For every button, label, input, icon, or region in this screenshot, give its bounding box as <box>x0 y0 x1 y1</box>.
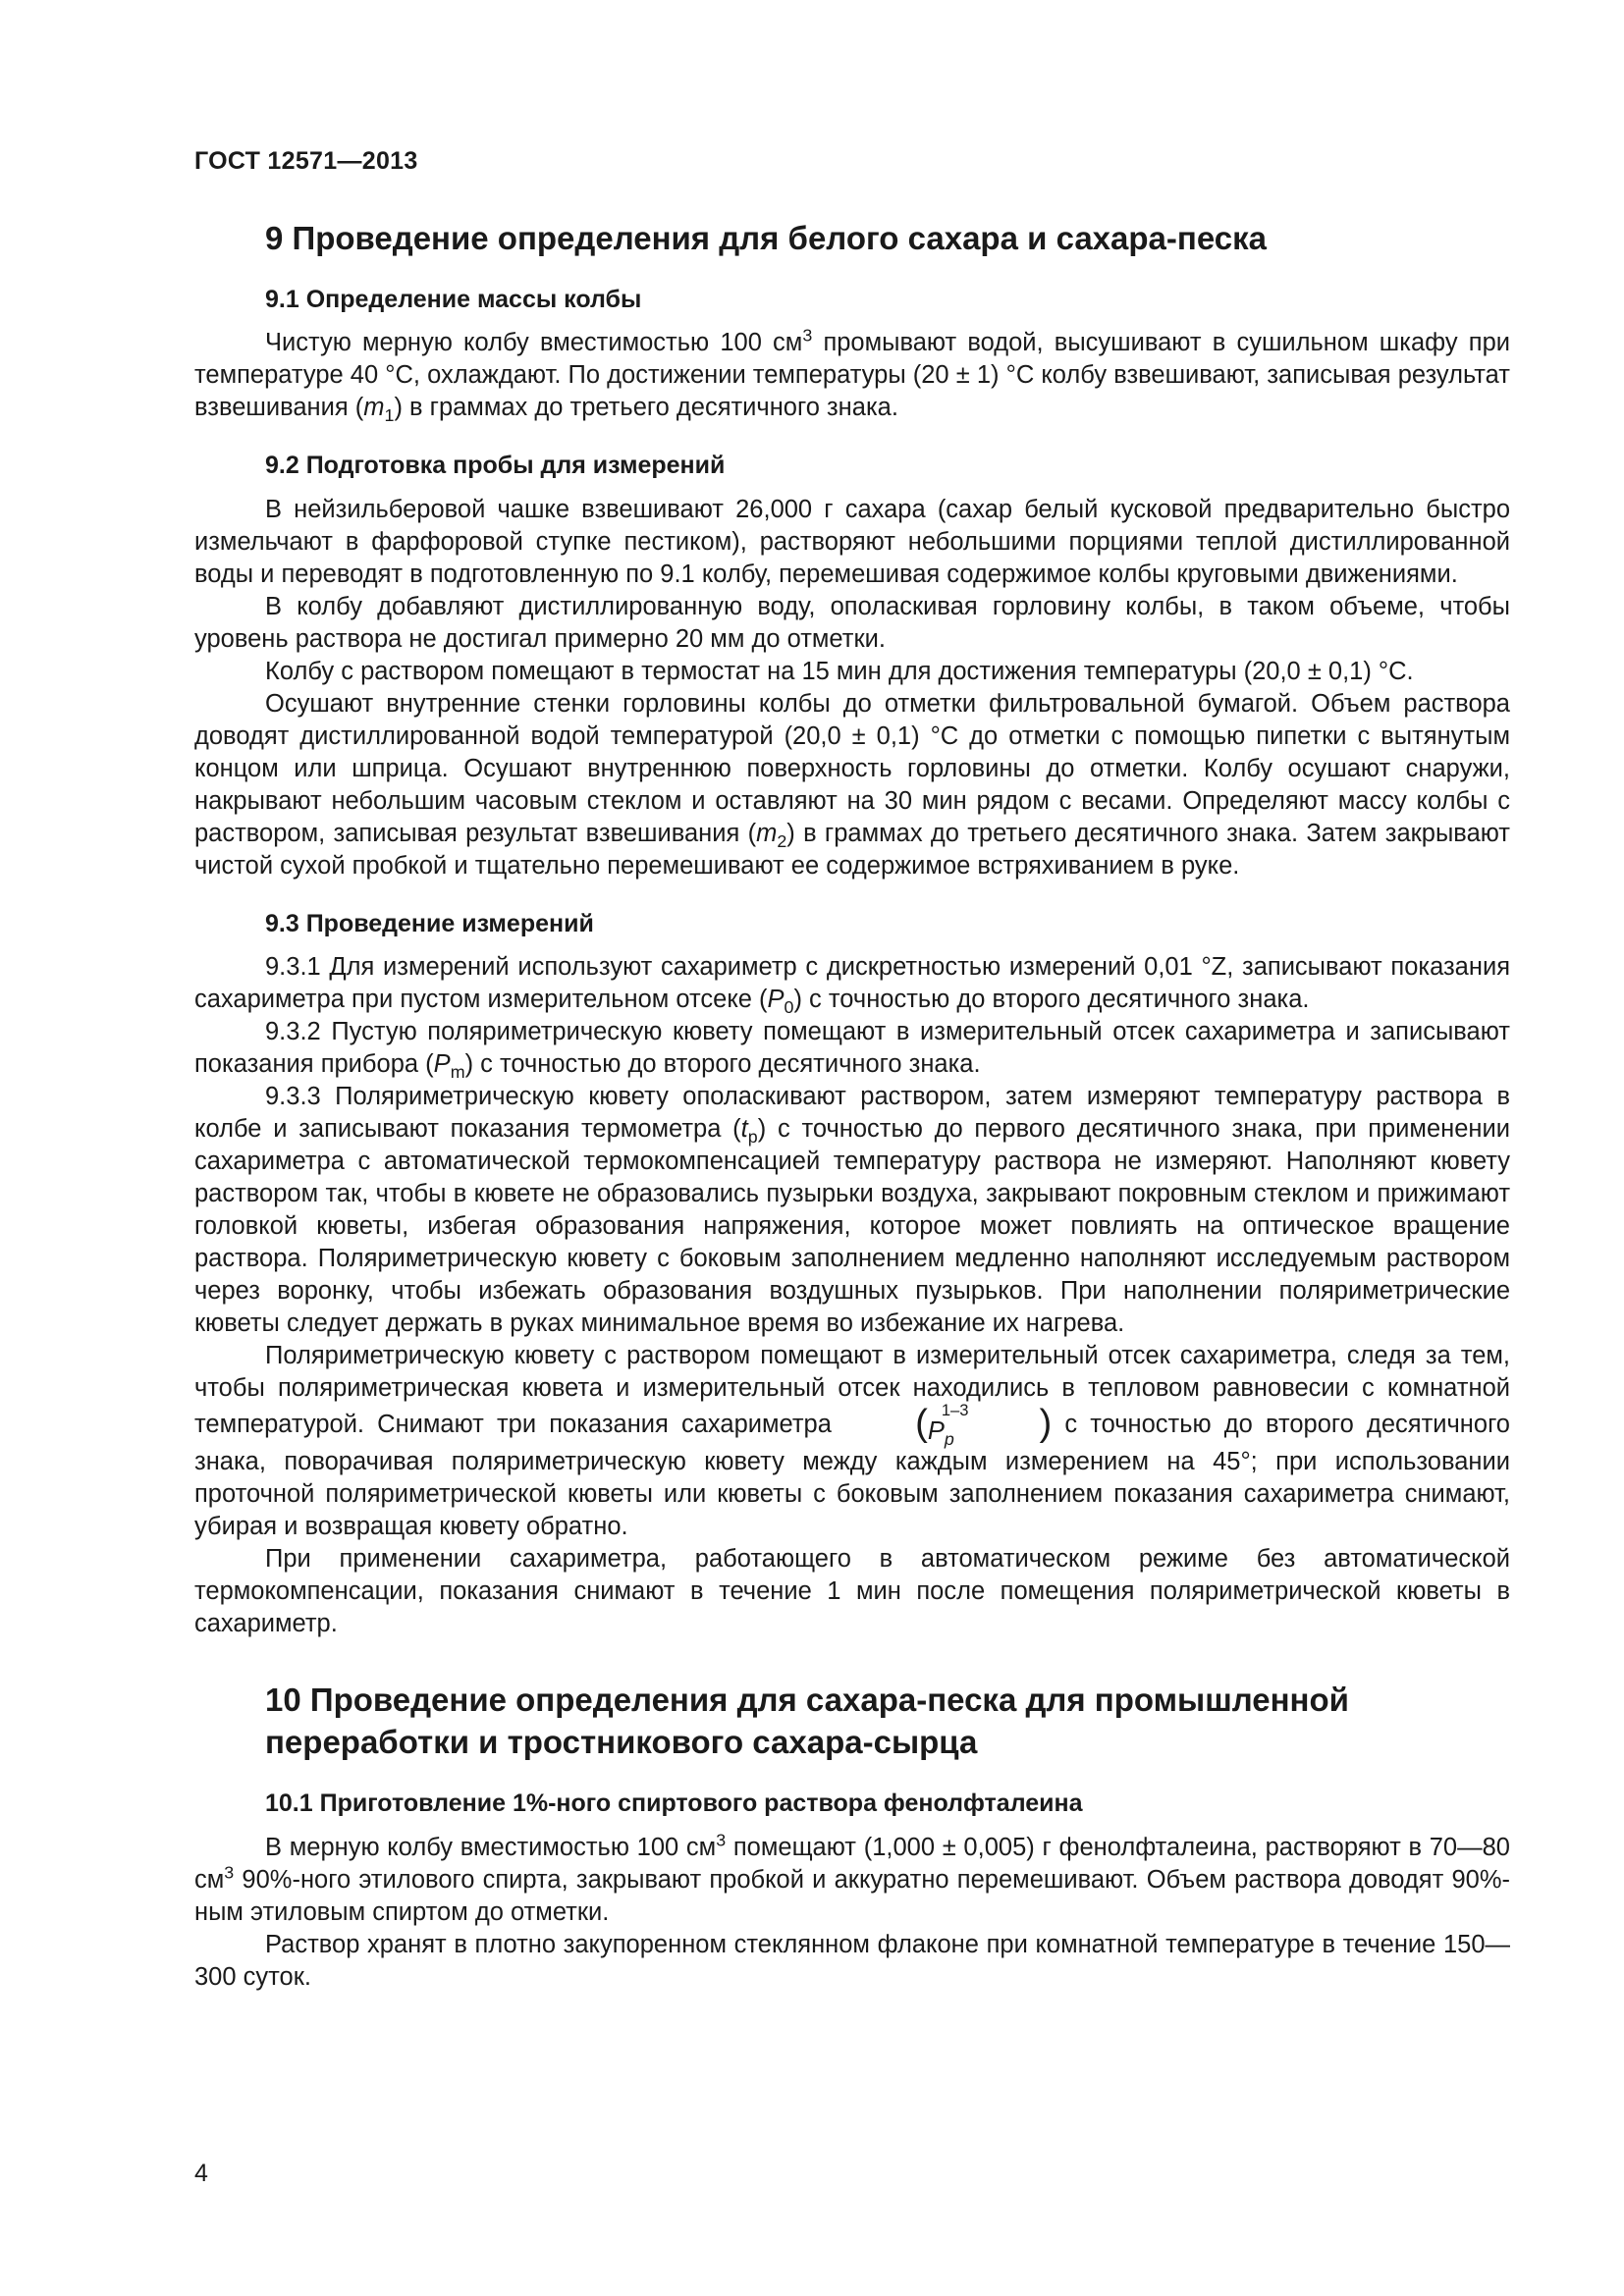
section-10-1-title: 10.1 Приготовление 1%-ного спиртового раствора фенолфталеина <box>265 1789 1083 1818</box>
section-9-2-title: 9.2 Подготовка пробы для измерений <box>265 452 726 480</box>
paragraph-9-2-4: Осушают внутренние стенки горловины колбы до отметки фильтровальной бумагой. Объем раствора доводят дистиллированной водой температурой (20,0 ± 0,1) °С до отметки с помощью пипетки с вытянутым концом или шприца. Осушают внутреннюю поверхность горловины до отметки. Колбу осушают снаружи, накрывают небольшим часовым стеклом и оставляют на 30 мин рядом с весами. Определяют массу колбы с раствором, записывая результат взвешивания $(m_2)$ в граммах до третьего десятичного знака. Затем закрывают чистой сухой пробкой и тщательно перемешивают ее содержимое встряхиванием в руке. <box>194 689 1510 880</box>
paragraph-9-2-2: В колбу добавляют дистиллированную воду, ополаскивая горловину колбы, в таком объеме, чтобы уровень раствора не достигал примерно 20 мм до отметки. <box>194 592 1510 653</box>
paragraph-9-3-3: 9.3.3 Поляриметрическую кювету ополаскивают раствором, затем измеряют температуру раствора в колбе и записывают показания термометра $(t_p)$ с точностью до первого десятичного знака, при применении сахариметра с автоматической термокомпенсацией температуру раствора не измеряют. Наполняют кювету раствором так, чтобы в кювете не образовались пузырьки воздуха, закрывают покровным стеклом и прижимают головкой кюветы, избегая образования напряжения, которое может повлиять на оптическое вращение раствора. Поляриметрическую кювету с боковым заполнением медленно наполняют исследуемым раствором через воронку, чтобы избежать образования воздушных пузырьков. При наполнении поляриметрические кюветы следует держать в руках минимальное время во избежание их нагрева. <box>194 1083 1510 1338</box>
paragraph-9-1: Чистую мерную колбу вместимостью 100 $см^3$ промывают водой, высушивают в сушильном шкафу при температуре 40 °С, охлаждают. По достижении температуры (20 ± 1) °С колбу взвешивают, записывая результат взвешивания $(m_1)$ в граммах до третьего десятичного знака. <box>194 325 1510 426</box>
paragraph-9-3-4: Поляриметрическую кювету с раствором помещают в измерительный отсек сахариметра, следя за тем, чтобы поляриметрическая кювета и измерительный отсек находились в тепловом равновесии с комнатной температурой. Снимают три показания сахариметра ( 1–3 $P_p$ ) с точностью до второго десятичного знака, поворачивая поляриметрическую кювету между каждым измерением на 45°; при использовании проточной поляриметрической кюветы или кюветы с боковым заполнением показания сахариметра снимают, убирая и возвращая кювету обратно. <box>194 1342 1510 1541</box>
paragraph-10-1-2: Раствор хранят в плотно закупоренном стеклянном флаконе при комнатной температуре в течение 150—300 суток. <box>194 1930 1510 1991</box>
paragraph-9-3-2: 9.3.2 Пустую поляриметрическую кювету помещают в измерительный отсек сахариметра и записывают показания прибора $(P_m)$ с точностью до второго десятичного знака. <box>194 1018 1510 1083</box>
document-code-header: ГОСТ 12571—2013 <box>194 147 418 175</box>
paragraph-9-3-5: При применении сахариметра, работающего в автоматическом режиме без автоматической термокомпенсации, показания снимают в течение 1 мин после помещения поляриметрической кюветы в сахариметр. <box>194 1545 1510 1638</box>
paragraph-10-1-1: В мерную колбу вместимостью 100 $см^3$ помещают (1,000 ± 0,005) г фенолфталеина, растворяют в 70—80 $см^3$ 90%-ного этилового спирта, закрывают пробкой и аккуратно перемешивают. Объем раствора доводят 90%-ным этиловым спиртом до отметки. <box>194 1830 1510 1926</box>
paragraph-9-2-3: Колбу с раствором помещают в термостат на 15 мин для достижения температуры (20,0 ± 0,1) °С. <box>265 657 1414 685</box>
section-10-title: 10 Проведение определения для сахара-песка для промышленной переработки и тростникового сахара-сырца <box>265 1682 1349 1761</box>
section-9-title: 9 Проведение определения для белого сахара и сахара-песка <box>265 220 1267 256</box>
page-content <box>194 218 1510 1994</box>
section-9-3-title: 9.3 Проведение измерений <box>265 909 594 937</box>
section-9-1-title: 9.1 Определение массы колбы <box>265 285 642 313</box>
paragraph-9-3-1: 9.3.1 Для измерений используют сахариметр с дискретностью измерений 0,01 °Z, записывают показания сахариметра при пустом измерительном отсеке $(P_0)$ с точностью до второго десятичного знака. <box>194 953 1510 1018</box>
formula-p-p-1-3: 1–3 $P_p$ <box>927 1401 969 1450</box>
page-number: 4 <box>194 2160 208 2187</box>
paragraph-9-2-1: В нейзильберовой чашке взвешивают 26,000 г сахара (сахар белый кусковой предварительно быстро измельчают в фарфоровой ступке пестиком), растворяют небольшими порциями теплой дистиллированной воды и переводят в подготовленную по 9.1 колбу, перемешивая содержимое колбы круговыми движениями. <box>194 495 1510 588</box>
